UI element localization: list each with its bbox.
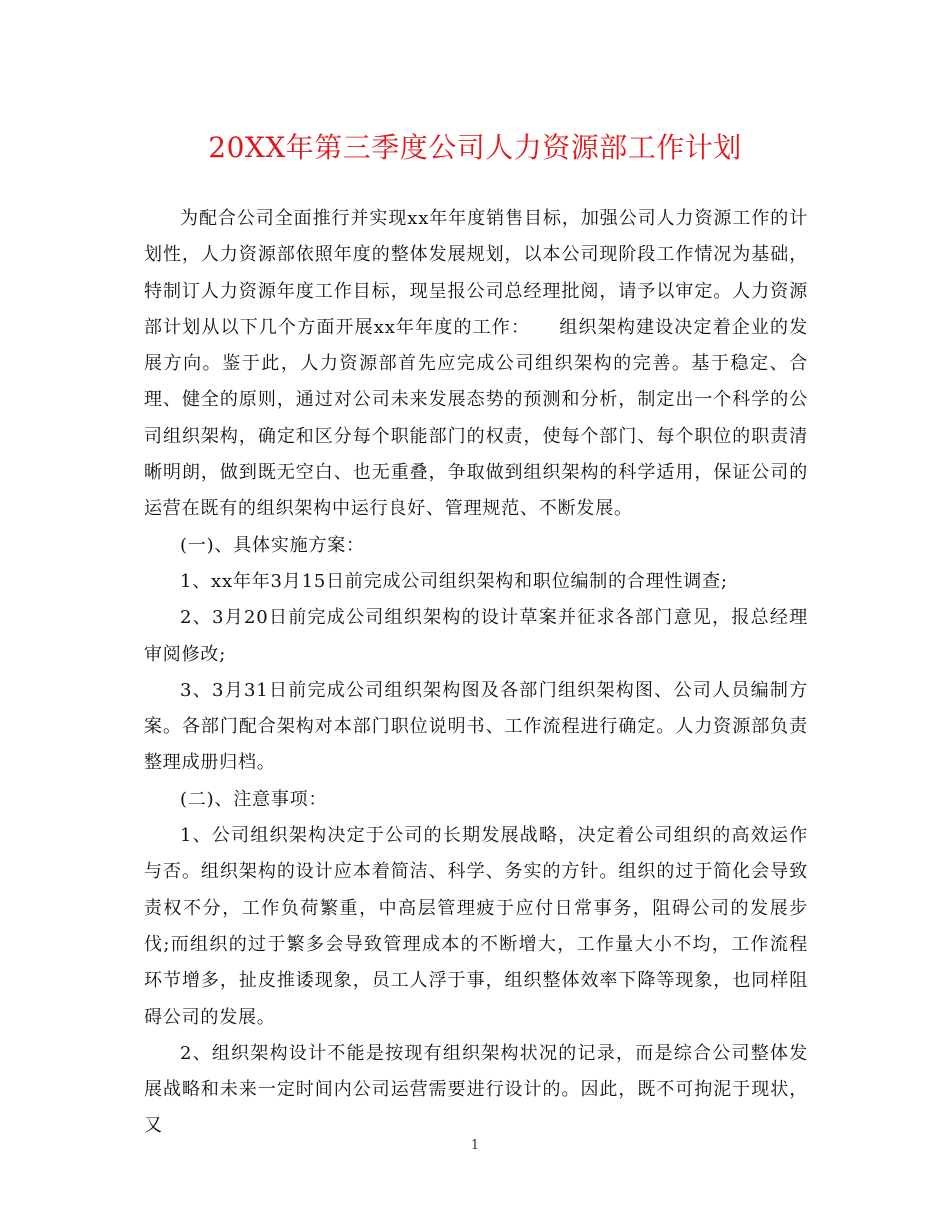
page-number: 1 <box>470 1138 480 1153</box>
paragraph-intro: 为配合公司全面推行并实现xx年年度销售目标，加强公司人力资源工作的计划性，人力资源部依照年度的整体发展规划，以本公司现阶段工作情况为基础，特制订人力资源年度工作目标，现呈报公司总经理批阅，请予以审定。人力资源部计划从以下几个方面开展xx年年度的工作： 组织架构建设决定着企业的发展方向。鉴于此，人力资源部首先应完成公司组织架构的完善。基于稳定、合理、健全的原则，通过对公司未来发展态势的预测和分析，制定出一个科学的公司组织架构，确定和区分每个职能部门的权责，使每个部门、每个职位的职责清晰明朗，做到既无空白、也无重叠，争取做到组织架构的科学适用，保证公司的运营在既有的组织架构中运行良好、管理规范、不断发展。 <box>144 208 808 520</box>
list-item-3: 3、3月31日前完成公司组织架构图及各部门组织架构图、公司人员编制方案。各部门配合架构对本部门职位说明书、工作流程进行确定。人力资源部负责整理成册归档。 <box>144 679 808 774</box>
document-title: 20XX年第三季度公司人力资源部工作计划 <box>208 131 742 164</box>
note-item-2: 2、组织架构设计不能是按现有组织架构状况的记录，而是综合公司整体发展战略和未来一定时间内公司运营需要进行设计的。因此，既不可拘泥于现状，又 <box>144 1042 808 1137</box>
list-item-2: 2、3月20日前完成公司组织架构的设计草案并征求各部门意见，报总经理审阅修改; <box>144 607 808 665</box>
document-body <box>144 201 808 1145</box>
note-item-1: 1、公司组织架构决定于公司的长期发展战略，决定着公司组织的高效运作与否。组织架构的设计应本着简洁、科学、务实的方针。组织的过于简化会导致责权不分，工作负荷繁重，中高层管理疲于应付日常事务，阻碍公司的发展步伐;而组织的过于繁多会导致管理成本的不断增大，工作量大小不均，工作流程环节增多，扯皮推诿现象，员工人浮于事，组织整体效率下降等现象，也同样阻碍公司的发展。 <box>144 825 808 1028</box>
section-heading-implementation: (一)、具体实施方案： <box>180 534 365 556</box>
section-heading-notes: (二)、注意事项： <box>180 788 328 810</box>
list-item-1: 1、xx年年3月15日前完成公司组织架构和职位编制的合理性调查; <box>180 570 728 592</box>
